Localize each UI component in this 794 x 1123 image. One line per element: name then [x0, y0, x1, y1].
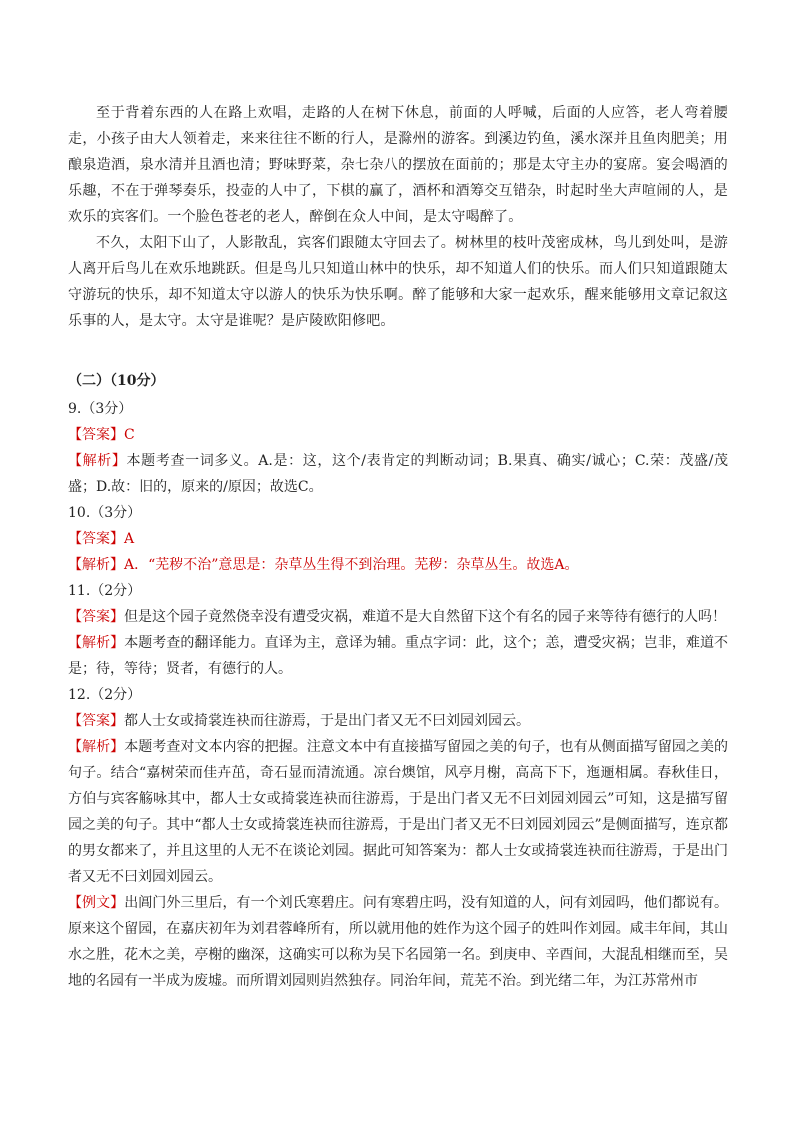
q9-answer-line — [68, 422, 728, 448]
answer-tag: 【答案】 — [68, 713, 124, 729]
analysis-tag: 【解析】 — [68, 739, 125, 755]
q12-number: 12.（2分） — [68, 687, 142, 703]
q11-answer: 但是这个园子竟然侥幸没有遭受灾祸，难道不是大自然留下这个有名的园子来等待有德行的人吗！ — [124, 609, 726, 625]
translation-paragraph-2: 不久，太阳下山了，人影散乱，宾客们跟随太守回去了。树林里的枝叶茂密成林，鸟儿到处叫，是游人离开后鸟儿在欢乐地跳跃。但是鸟儿只知道山林中的快乐，却不知道人们的快乐。而人们只知道跟随太守游玩的快乐，却不知道太守以游人的快乐为快乐啊。醉了能够和大家一起欢乐，醒来能够用文章记叙这乐事的人，是太守。太守是谁呢？是庐陵欧阳修吧。 — [68, 235, 728, 329]
q10-analysis-line — [68, 552, 728, 578]
translation-block — [68, 100, 728, 334]
analysis-tag: 【解析】 — [68, 453, 127, 469]
q12-answer-line — [68, 708, 728, 734]
q10-answer: A — [124, 531, 135, 547]
example-line — [68, 890, 728, 994]
answer-tag: 【答案】 — [68, 427, 124, 443]
example-tag: 【例文】 — [68, 895, 125, 911]
translation-paragraph-1: 至于背着东西的人在路上欢唱，走路的人在树下休息，前面的人呼喊，后面的人应答，老人弯着腰走，小孩子由大人领着走，来来往往不断的行人，是滁州的游客。到溪边钓鱼，溪水深并且鱼肉肥美；用酿泉造酒，泉水清并且酒也清；野味野菜，杂七杂八的摆放在面前的；那是太守主办的宴席。宴会喝酒的乐趣，不在于弹琴奏乐，投壶的人中了，下棋的赢了，酒杯和酒筹交互错杂，时起时坐大声喧闹的人，是欢乐的宾客们。一个脸色苍老的老人，醉倒在众人中间，是太守喝醉了。 — [68, 105, 728, 225]
analysis-tag: 【解析】 — [68, 557, 124, 573]
q12-analysis-line — [68, 734, 728, 890]
q11-analysis-line — [68, 630, 728, 682]
q10-answer-line — [68, 526, 728, 552]
q11-analysis: 本题考查的翻译能力。直译为主，意译为辅。重点字词：此，这个；恙，遭受灾祸；岂非，难道不是；待，等待；贤者，有德行的人。 — [68, 635, 729, 677]
questions-block — [68, 396, 728, 994]
q9-answer: C — [124, 427, 135, 443]
section-heading-block — [68, 368, 728, 394]
q10-number: 10.（3分） — [68, 505, 142, 521]
q9-number: 9.（3分） — [68, 401, 133, 417]
q12-answer: 都人士女或掎裳连袂而往游焉，于是出门者又无不曰刘园刘园云。 — [124, 713, 530, 729]
section-title: （二）（10分） — [68, 373, 165, 389]
q11-answer-line — [68, 604, 728, 630]
q9-analysis-line — [68, 448, 728, 500]
q10-analysis: A．“芜秽不治”意思是：杂草丛生得不到治理。芜秽：杂草丛生。故选A。 — [124, 557, 579, 573]
q12-analysis: 本题考查对文本内容的把握。注意文本中有直接描写留园之美的句子，也有从侧面描写留园之美的句子。结合“嘉树荣而佳卉茁，奇石显而清流通。凉台燠馆，风亭月榭，高高下下，迤逦相属。春秋佳日，方伯与宾客觞咏其中，都人士女或掎裳连袂而往游焉，于是出门者又无不曰刘园刘园云”可知，这是描写留园之美的句子。其中“都人士女或掎裳连袂而往游焉，于是出门者又无不曰刘园刘园云”是侧面描写，连京都的男女都来了，并且这里的人无不在谈论刘园。据此可知答案为：都人士女或掎裳连袂而往游焉，于是出门者又无不曰刘园刘园云。 — [68, 739, 729, 885]
q9-analysis: 本题考查一词多义。A.是：这，这个/表肯定的判断动词；B.果真、确实/诚心；C.荣：茂盛/茂盛；D.故：旧的，原来的/原因；故选C。 — [68, 453, 728, 495]
q11-number: 11.（2分） — [68, 583, 142, 599]
answer-tag: 【答案】 — [68, 609, 124, 625]
example-text: 出阊门外三里后，有一个刘氏寒碧庄。问有寒碧庄吗，没有知道的人，问有刘园吗，他们都说有。原来这个留园，在嘉庆初年为刘君蓉峰所有，所以就用他的姓作为这个园子的姓叫作刘园。咸丰年间，其山水之胜，花木之美，亭榭的幽深，这确实可以称为吴下名园第一名。到庚申、辛酉间，大混乱相继而至，吴地的名园有一半成为废墟。而所谓刘园则岿然独存。同治年间，荒芜不治。到光绪二年，为江苏常州市 — [68, 895, 729, 989]
answer-tag: 【答案】 — [68, 531, 124, 547]
analysis-tag: 【解析】 — [68, 635, 125, 651]
